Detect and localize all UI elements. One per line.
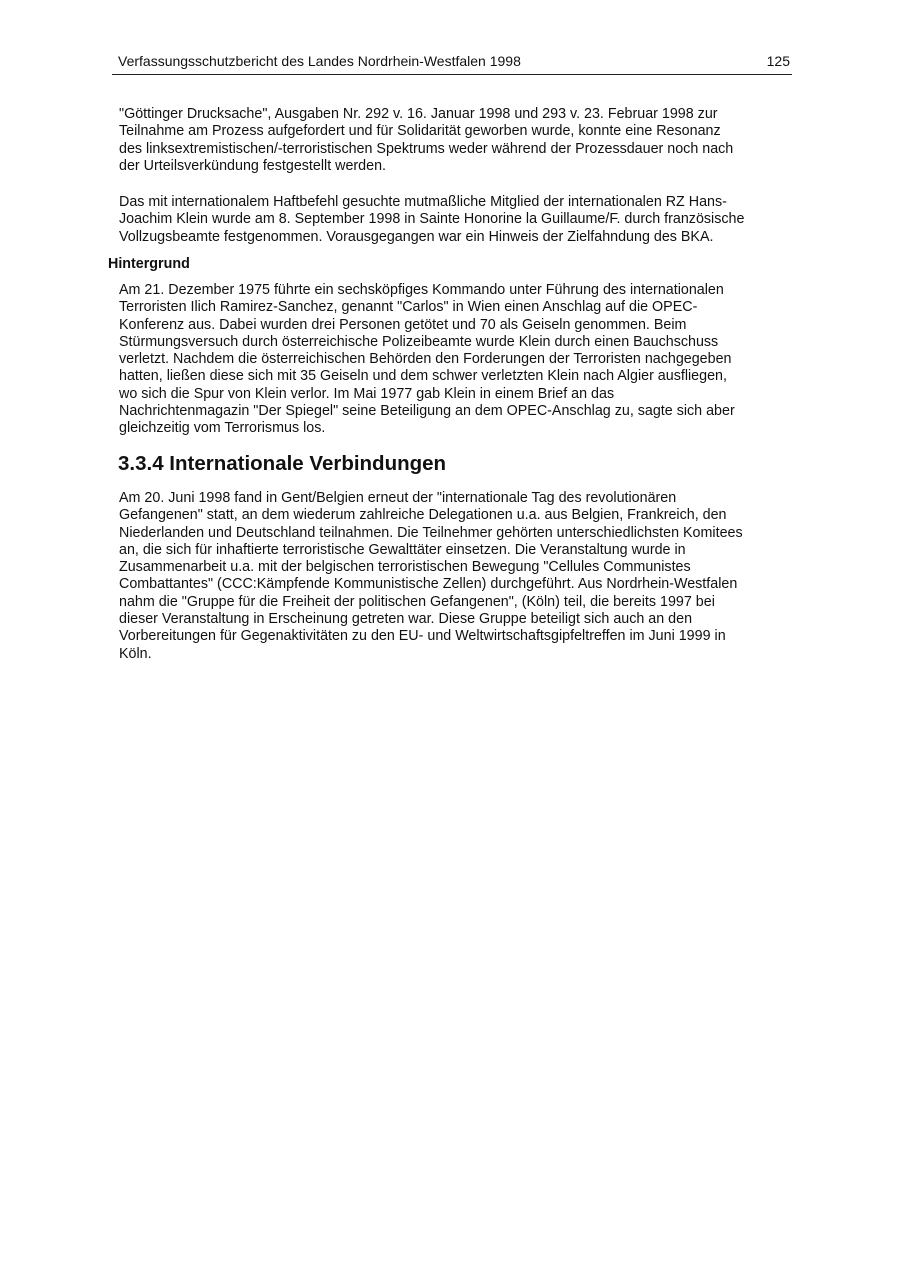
text-line: Vollzugsbeamte festgenommen. Vorausgegangen war ein Hinweis der Zielfahndung des BKA. [119,228,714,245]
text-line: hatten, ließen diese sich mit 35 Geiseln und dem schwer verletzten Klein nach Algier ausfliegen, [119,368,727,385]
text-line: der Urteilsverkündung festgestellt werden. [119,157,387,174]
paragraph-prozess-resonanz [119,106,789,175]
text-line: Stürmungsversuch durch österreichische Polizeibeamte wurde Klein durch einen Bauchschuss [119,333,719,350]
text-line: gleichzeitig vom Terrorismus los. [119,420,326,437]
text-line: verletzt. Nachdem die österreichischen Behörden den Forderungen der Terroristen nachgegeben [119,351,732,368]
text-line: Köln. [119,645,152,662]
page-number: 125 [766,53,790,69]
header-title: Verfassungsschutzbericht des Landes Nordrhein-Westfalen 1998 [118,53,521,69]
text-line: dieser Veranstaltung in Erscheinung getreten war. Diese Gruppe beteiligt sich auch an den [119,611,693,628]
text-line: Konferenz aus. Dabei wurden drei Personen getötet und 70 als Geiseln genommen. Beim [119,316,687,333]
section-heading: 3.3.4 Internationale Verbindungen [118,452,447,475]
text-line: Gefangenen" statt, an dem wiederum zahlreiche Delegationen u.a. aus Belgien, Frankreich, den [119,507,727,524]
text-line: Niederlanden und Deutschland teilnahmen. Die Teilnehmer gehörten unterschiedlichsten Komitees [119,524,743,541]
text-line: nahm die "Gruppe für die Freiheit der politischen Gefangenen", (Köln) teil, die bereits 1997 bei [119,593,715,610]
text-line: Joachim Klein wurde am 8. September 1998 in Sainte Honorine la Guillaume/F. durch französische [119,211,745,228]
paragraph-internationale-verbindungen [119,490,789,663]
text-line: Am 21. Dezember 1975 führte ein sechsköpfiges Kommando unter Führung des internationalen [119,282,724,298]
text-line: des linksextremistischen/-terroristischen Spektrums weder während der Prozessdauer noch nach [119,140,734,157]
paragraph-hintergrund [119,282,789,438]
text-line: Teilnahme am Prozess aufgefordert und für Solidarität geworben wurde, konnte eine Resonanz [119,123,721,140]
page-header [112,52,792,75]
text-line: wo sich die Spur von Klein verlor. Im Mai 1977 gab Klein in einem Brief an das [119,385,615,402]
text-line: Vorbereitungen für Gegenaktivitäten zu den EU- und Weltwirtschaftsgipfeltreffen im Juni 1999 in [119,628,726,645]
subheading-hintergrund: Hintergrund [108,256,190,272]
text-line: Nachrichtenmagazin "Der Spiegel" seine Beteiligung an dem OPEC-Anschlag zu, sagte sich aber [119,403,735,420]
text-line: "Göttinger Drucksache", Ausgaben Nr. 292 v. 16. Januar 1998 und 293 v. 23. Februar 1998 zur [119,106,718,122]
text-line: Combattantes" (CCC:Kämpfende Kommunistische Zellen) durchgeführt. Aus Nordrhein-Westfalen [119,576,738,593]
text-line: an, die sich für inhaftierte terroristische Gewalttäter einsetzen. Die Veranstaltung wurde in [119,541,686,558]
paragraph-festnahme-klein [119,194,789,246]
text-line: Das mit internationalem Haftbefehl gesuchte mutmaßliche Mitglied der internationalen RZ Hans- [119,194,727,210]
text-line: Am 20. Juni 1998 fand in Gent/Belgien erneut der "internationale Tag des revolutionären [119,490,677,506]
text-line: Zusammenarbeit u.a. mit der belgischen terroristischen Bewegung "Cellules Communistes [119,559,691,576]
text-line: Terroristen Ilich Ramirez-Sanchez, genannt "Carlos" in Wien einen Anschlag auf die OPEC- [119,299,698,316]
